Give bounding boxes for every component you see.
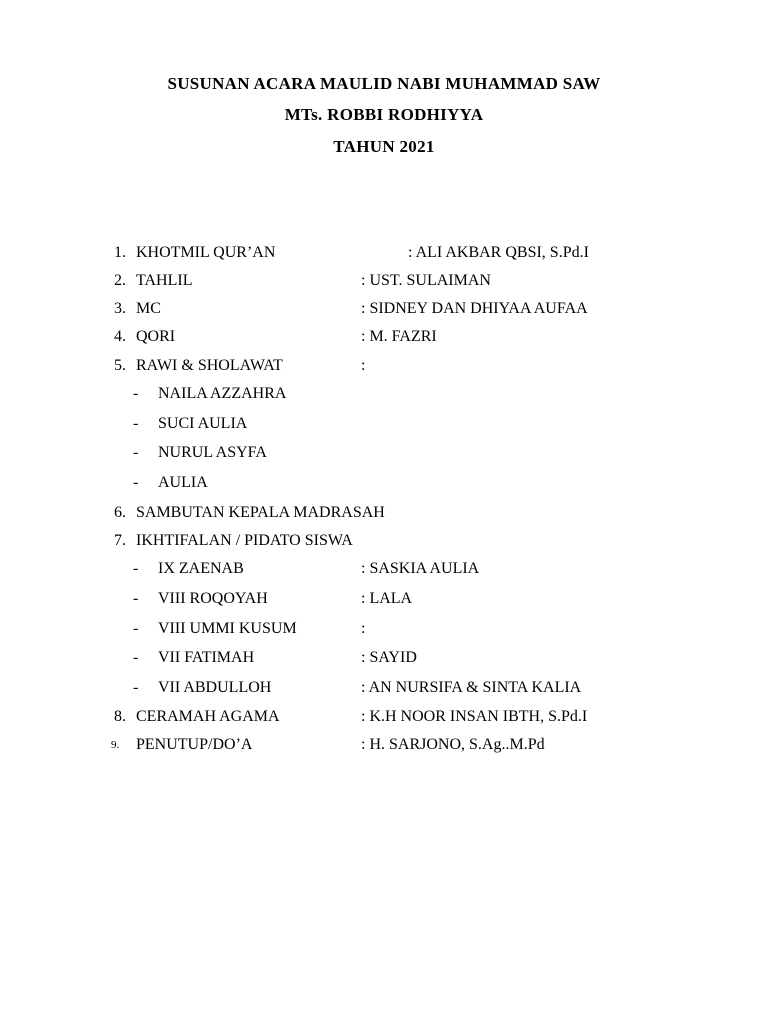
- speaker-name: :: [361, 620, 366, 637]
- item-number: 4.: [114, 328, 126, 345]
- dash-bullet: -: [133, 590, 139, 607]
- item-label: QORI: [136, 328, 176, 345]
- class-name: VIII ROQOYAH: [158, 590, 268, 607]
- dash-bullet: -: [133, 679, 139, 696]
- item-label: RAWI & SHOLAWAT: [136, 357, 283, 374]
- class-name: VII ABDULLOH: [158, 679, 272, 696]
- item-label: MC: [136, 300, 161, 317]
- item-label: CERAMAH AGAMA: [136, 708, 280, 725]
- item-label: PENUTUP/DO’A: [136, 736, 253, 753]
- item-label: TAHLIL: [136, 272, 193, 289]
- dash-bullet: -: [133, 649, 139, 666]
- item-number: 2.: [114, 272, 126, 289]
- dash-bullet: -: [133, 444, 139, 461]
- speaker-name: : SASKIA AULIA: [361, 560, 480, 577]
- dash-bullet: -: [133, 415, 139, 432]
- speaker-name: : LALA: [361, 590, 413, 607]
- document-title-line1: SUSUNAN ACARA MAULID NABI MUHAMMAD SAW: [167, 74, 601, 93]
- member-name: NAILA AZZAHRA: [158, 385, 287, 402]
- class-name: VIII UMMI KUSUM: [158, 620, 297, 637]
- speaker-name: : SAYID: [361, 649, 417, 666]
- class-name: IX ZAENAB: [158, 560, 244, 577]
- item-number: 9.: [111, 739, 120, 751]
- item-number: 5.: [114, 357, 126, 374]
- item-value: : K.H NOOR INSAN IBTH, S.Pd.I: [361, 708, 588, 725]
- item-number: 8.: [114, 708, 126, 725]
- item-number: 1.: [114, 244, 126, 261]
- item-value: : UST. SULAIMAN: [361, 272, 491, 289]
- dash-bullet: -: [133, 474, 139, 491]
- dash-bullet: -: [133, 620, 139, 637]
- member-name: NURUL ASYFA: [158, 444, 267, 461]
- item-number: 6.: [114, 504, 126, 521]
- item-value: : SIDNEY DAN DHIYAA AUFAA: [361, 300, 588, 317]
- item-value: : ALI AKBAR QBSI, S.Pd.I: [408, 244, 589, 261]
- item-number: 7.: [114, 532, 126, 549]
- dash-bullet: -: [133, 560, 139, 577]
- document-title-line2: MTs. ROBBI RODHIYYA: [284, 105, 484, 124]
- item-label: SAMBUTAN KEPALA MADRASAH: [136, 504, 385, 521]
- item-value: : H. SARJONO, S.Ag..M.Pd: [361, 736, 545, 753]
- item-value: : M. FAZRI: [361, 328, 437, 345]
- item-label: IKHTIFALAN / PIDATO SISWA: [136, 532, 353, 549]
- item-value: :: [361, 357, 366, 374]
- dash-bullet: -: [133, 385, 139, 402]
- speaker-name: : AN NURSIFA & SINTA KALIA: [361, 679, 582, 696]
- item-label: KHOTMIL QUR’AN: [136, 244, 276, 261]
- class-name: VII FATIMAH: [158, 649, 255, 666]
- item-number: 3.: [114, 300, 126, 317]
- member-name: AULIA: [158, 474, 208, 491]
- member-name: SUCI AULIA: [158, 415, 248, 432]
- document-title-line3: TAHUN 2021: [333, 137, 435, 156]
